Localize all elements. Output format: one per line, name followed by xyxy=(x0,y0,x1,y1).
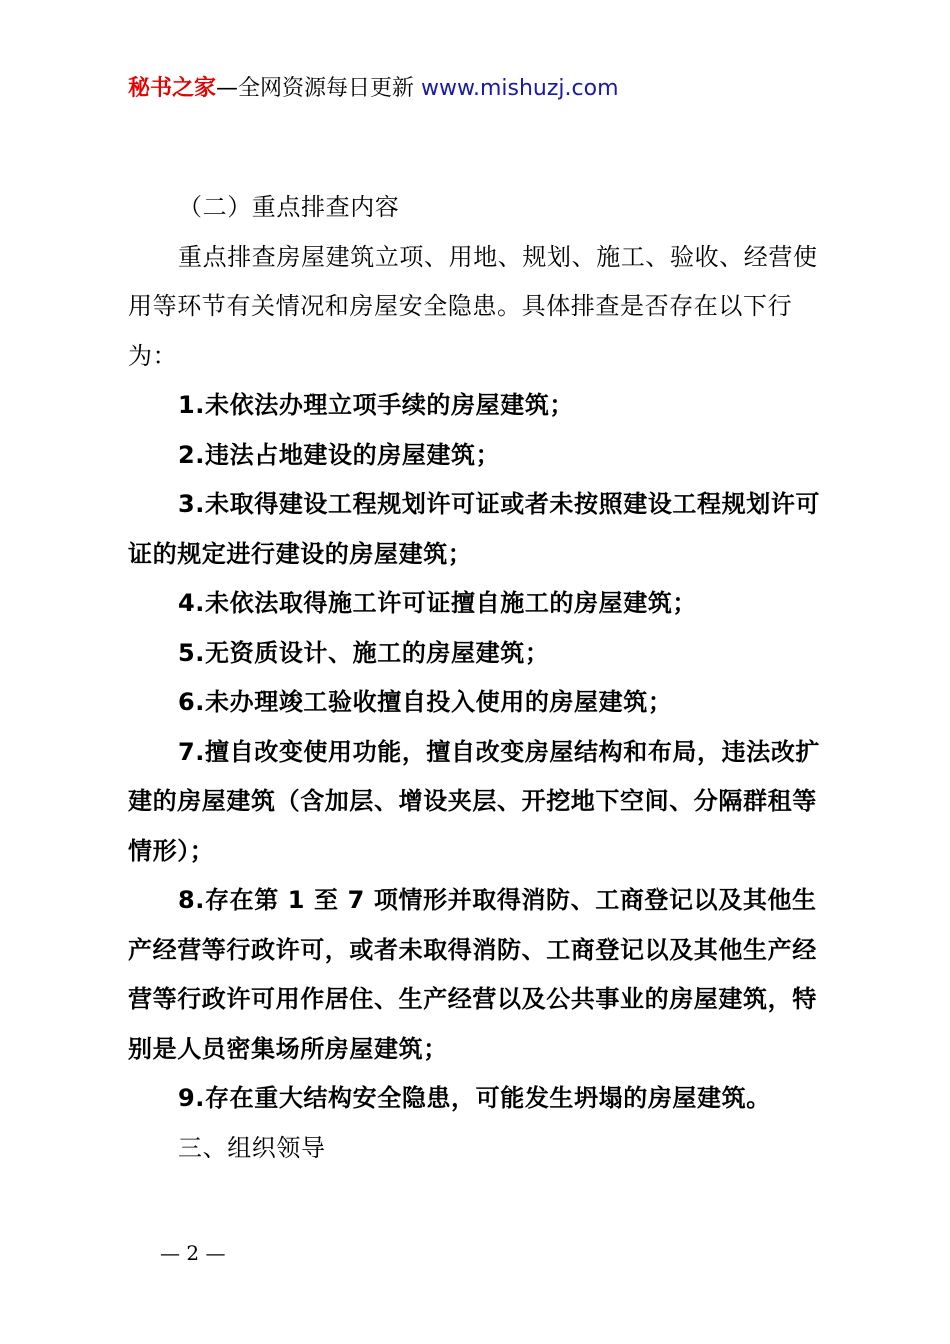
list-item-6: 6.未办理竣工验收擅自投入使用的房屋建筑； xyxy=(178,688,673,716)
list-item-3: 3.未取得建设工程规划许可证或者未按照建设工程规划许可证的规定进行建设的房屋建筑； xyxy=(128,490,821,568)
list-item-1: 1.未依法办理立项手续的房屋建筑； xyxy=(178,391,575,419)
site-header xyxy=(128,72,619,106)
page-number: — 2 — xyxy=(160,1241,226,1265)
intro-paragraph: 重点排查房屋建筑立项、用地、规划、施工、验收、经营使用等环节有关情况和房屋安全隐患。具体排查是否存在以下行为： xyxy=(128,242,818,370)
site-brand: 秘书之家 xyxy=(128,76,217,101)
site-url[interactable]: www.mishuzj.com xyxy=(421,76,619,101)
section-heading: （二）重点排查内容 xyxy=(178,193,400,221)
list-item-9: 9.存在重大结构安全隐患，可能发生坍塌的房屋建筑。 xyxy=(178,1084,771,1112)
document-body xyxy=(128,183,833,1173)
list-item-2: 2.违法占地建设的房屋建筑； xyxy=(178,440,501,469)
list-item-5: 5.无资质设计、施工的房屋建筑； xyxy=(178,638,550,667)
site-tagline: —全网资源每日更新 xyxy=(216,76,422,101)
list-item-7: 7.擅自改变使用功能，擅自改变房屋结构和布局，违法改扩建的房屋建筑（含加层、增设夹层、开挖地下空间、分隔群租等情形）； xyxy=(128,737,821,865)
list-item-4: 4.未依法取得施工许可证擅自施工的房屋建筑； xyxy=(178,589,698,617)
next-section-heading: 三、组织领导 xyxy=(178,1133,326,1162)
list-item-8: 8.存在第 1 至 7 项情形并取得消防、工商登记以及其他生产经营等行政许可，或者未取得消防、工商登记以及其他生产经营等行政许可用作居住、生产经营以及公共事业的房屋建筑，特别是人员密集场所房屋建筑； xyxy=(128,886,817,1063)
